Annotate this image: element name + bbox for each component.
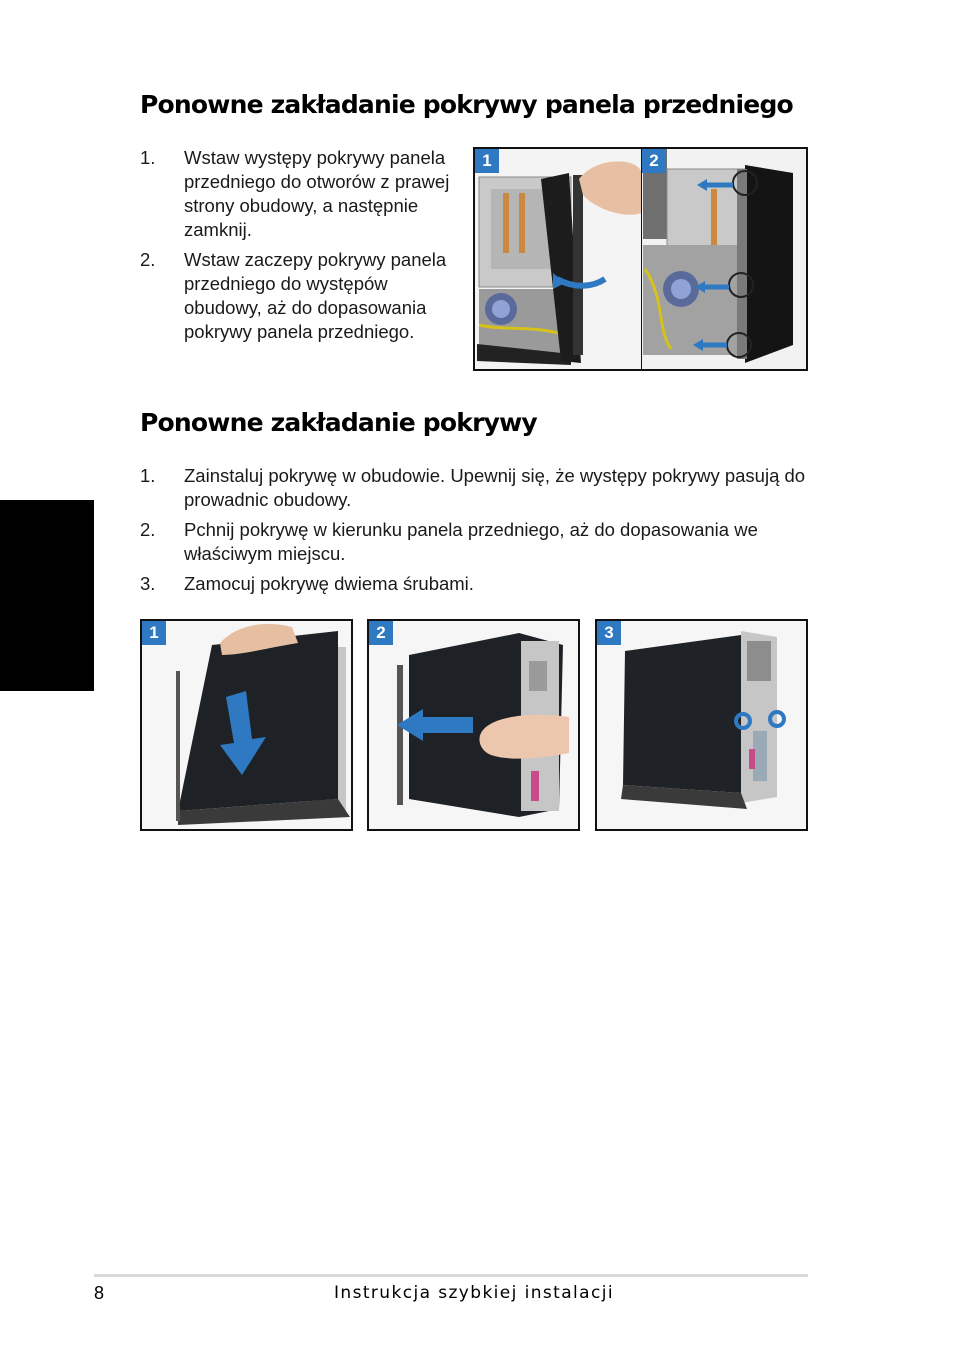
page-number: 8 xyxy=(94,1283,105,1303)
footer-divider xyxy=(94,1274,808,1277)
cover-steps xyxy=(140,464,820,602)
step-badge-2: 2 xyxy=(642,149,666,173)
step-badge-2: 2 xyxy=(369,621,393,645)
list-item: 1. Wstaw występy pokrywy panela przedniego do otworów z prawej strony obudowy, a następnie zamknij. xyxy=(140,147,450,240)
step-badge-1: 1 xyxy=(142,621,166,645)
cover-illustration-1 xyxy=(142,621,351,829)
step-badge-3: 3 xyxy=(597,621,621,645)
cover-illustration-2 xyxy=(369,621,578,829)
list-item: 3. Zamocuj pokrywę dwiema śrubami. xyxy=(140,573,474,594)
list-item: 2. Pchnij pokrywę w kierunku panela przedniego, aż do dopasowania we właściwym miejscu. xyxy=(140,519,758,564)
cover-figure-1 xyxy=(140,619,353,831)
front-panel-illustration xyxy=(475,149,806,369)
list-item: 1. Zainstaluj pokrywę w obudowie. Upewnij się, że występy pokrywy pasują do prowadnic obudowy. xyxy=(140,465,806,510)
front-panel-steps xyxy=(140,146,470,350)
footer-title: Instrukcja szybkiej instalacji xyxy=(334,1283,614,1303)
cover-figure-2 xyxy=(367,619,580,831)
front-panel-figure xyxy=(473,147,808,371)
cover-figure-3 xyxy=(595,619,808,831)
cover-illustration-3 xyxy=(597,621,806,829)
list-item: 2. Wstaw zaczepy pokrywy panela przedniego do występów obudowy, aż do dopasowania pokrywy panela przedniego. xyxy=(140,249,447,342)
step-badge-1: 1 xyxy=(475,149,499,173)
side-tab xyxy=(0,500,94,691)
section-title-front-panel: Ponowne zakładanie pokrywy panela przedniego xyxy=(140,90,793,119)
section-title-cover: Ponowne zakładanie pokrywy xyxy=(140,408,537,437)
